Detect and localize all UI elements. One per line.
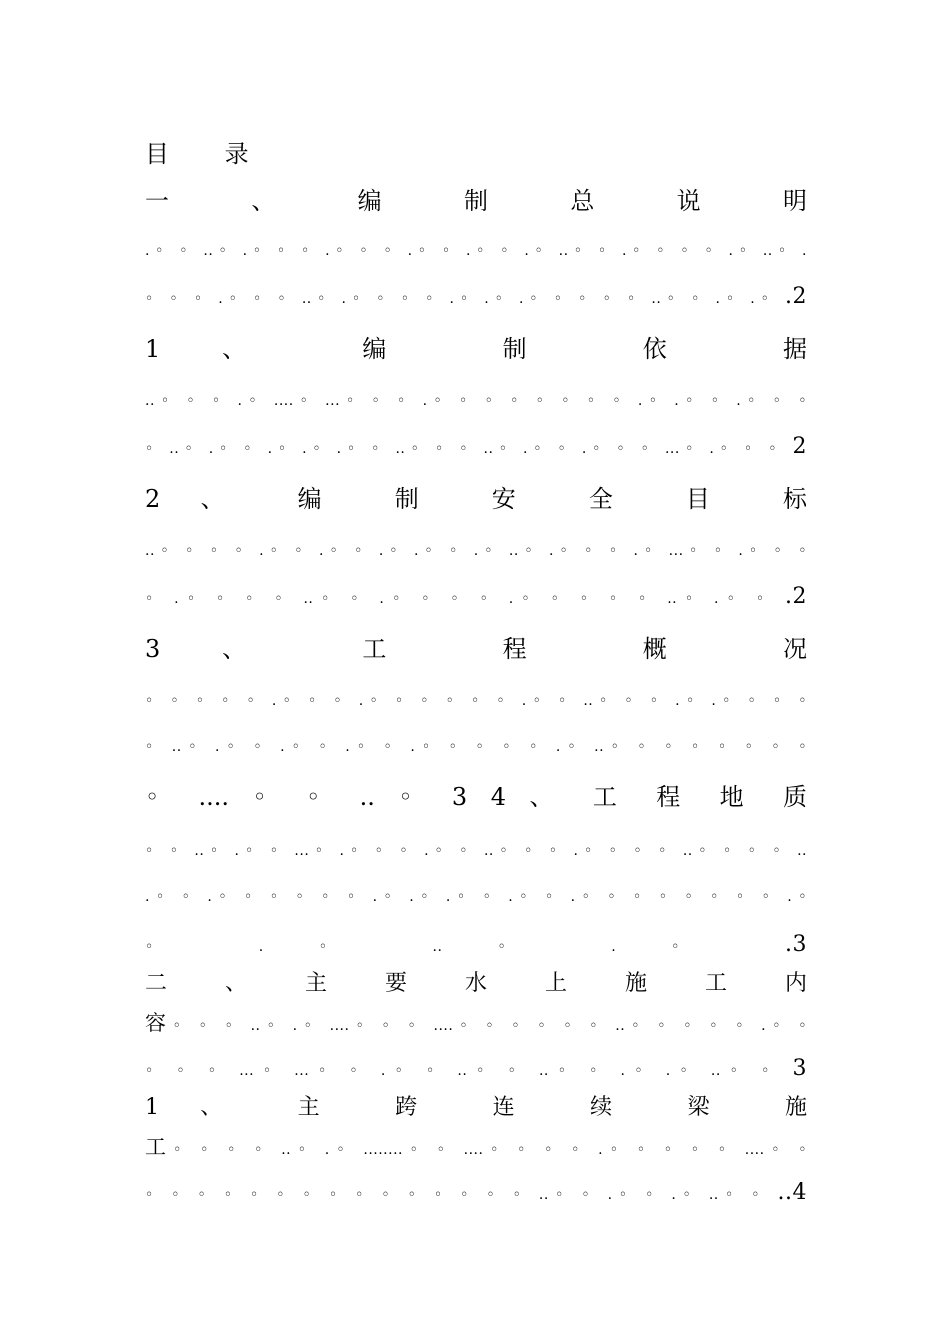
toc-line-text: 二 、 主 要 水 上 施 工 内 — [145, 971, 807, 996]
toc-line — [145, 736, 807, 758]
toc-line-text: ◦ .... ◦ ◦ .. ◦ 3 4 、 工 程 地 质 — [145, 783, 807, 811]
toc-line-text: .◦ ◦ .◦ ◦ ◦ ◦ ◦ ◦ .◦ .◦ .◦ ◦ .◦ ◦ .◦ ◦ ◦ ◦ ◦ ◦ ◦ ◦ .◦ — [145, 889, 807, 905]
toc-line — [145, 1094, 807, 1122]
toc-page-number: .2 — [785, 584, 808, 609]
toc-line — [145, 1182, 807, 1204]
toc-line-text: ◦ .◦ ◦ ◦ ◦ ..◦ ◦ .◦ ◦ ◦ ◦ .◦ ◦ ◦ ◦ ◦ ..◦ .◦ ◦ — [145, 591, 773, 607]
toc-page-number: ..4 — [777, 1180, 808, 1205]
toc-line — [145, 484, 807, 514]
toc-line-text: .◦ ◦ ..◦ .◦ ◦ ◦ .◦ ◦ ◦ .◦ ◦ .◦ ◦ .◦ ..◦ ◦ .◦ ◦ ◦ ◦ .◦ ..◦ . — [145, 243, 807, 259]
toc-line — [145, 1012, 807, 1034]
toc-line-text: ◦ ..◦ .◦ ◦ .◦ ◦ .◦ ◦ .◦ ◦ ◦ ◦ ◦ .◦ ..◦ ◦ ◦ ◦ ◦ ◦ ◦ ◦ — [145, 739, 807, 755]
toc-line — [145, 934, 807, 956]
toc-line-text: 容◦ ◦ ◦ ..◦ .◦ ....◦ ◦ ◦ ....◦ ◦ ◦ ◦ ◦ ◦ ..◦ ◦ ◦ ◦ ◦ .◦ ◦ — [145, 1011, 807, 1035]
toc-line — [145, 1058, 807, 1080]
toc-page-number: 3 — [792, 1056, 808, 1081]
toc-line-text: ◦ ..◦ .◦ ◦ .◦ .◦ .◦ ◦ ..◦ ◦ ◦ ..◦ .◦ ◦ .◦ ◦ ◦ ...◦ .◦ ◦ ◦ — [145, 441, 783, 457]
toc-line — [145, 586, 807, 608]
toc-line-text: ◦ ◦ ◦ .◦ ◦ ◦ ..◦ .◦ ◦ ◦ ◦ .◦ .◦ .◦ ◦ ◦ ◦ ◦ ..◦ ◦ .◦ .◦ — [145, 291, 775, 307]
toc-line — [145, 840, 807, 862]
toc-line — [145, 782, 807, 812]
toc-line-text: 工◦ ◦ ◦ ◦ ..◦ .◦ ........◦ ◦ ....◦ ◦ ◦ ◦ .◦ ◦ ◦ ◦ ◦ ....◦ ◦ — [145, 1135, 807, 1159]
toc-line — [145, 240, 807, 262]
toc-line — [145, 634, 807, 664]
toc-page-number: .3 — [785, 932, 807, 957]
toc-line — [145, 1136, 807, 1158]
toc-line-text: 3 、 工 程 概 况 — [145, 635, 807, 663]
toc-page-number: .2 — [785, 284, 808, 309]
toc-line-text: 一 、 编 制 总 说 明 — [145, 187, 807, 215]
toc-line — [145, 436, 807, 458]
toc-line — [145, 286, 807, 308]
toc-line-text: ..◦ ◦ ◦ ◦ .◦ ◦ .◦ ◦ .◦ .◦ ◦ .◦ ..◦ .◦ ◦ ◦ .◦ ...◦ ◦ .◦ ◦ ◦ — [145, 543, 807, 559]
toc-line — [145, 690, 807, 712]
toc-line-text: ..◦ ◦ ◦ .◦ ....◦ ...◦ ◦ ◦ .◦ ◦ ◦ ◦ ◦ ◦ ◦ ◦ .◦ .◦ ◦ .◦ ◦ ◦ — [145, 393, 807, 409]
toc-line-text: ◦ ◦ ◦ ◦ ◦ .◦ ◦ ◦ .◦ ◦ ◦ ◦ ◦ ◦ .◦ ◦ ..◦ ◦ ◦ .◦ .◦ ◦ ◦ ◦ — [145, 693, 807, 709]
toc-line — [145, 540, 807, 562]
toc-line-text: ◦ ◦ ..◦ .◦ ◦ ...◦ .◦ ◦ ◦ .◦ ◦ ..◦ ◦ ◦ .◦ ◦ ◦ ◦ ..◦ ◦ ◦ ◦ .. — [145, 843, 807, 859]
toc-line-text: 1 、 编 制 依 据 — [145, 335, 807, 363]
toc-line-text: ◦ . ◦ .. ◦ . ◦ — [145, 939, 730, 955]
toc-line-text: 2 、 编 制 安 全 目 标 — [145, 485, 807, 513]
toc-title: 目 录 — [145, 140, 273, 168]
toc-line — [145, 186, 807, 216]
toc-page-number: 2 — [792, 434, 808, 459]
toc-line — [145, 334, 807, 364]
toc-line — [145, 970, 807, 998]
toc-line-text: 1 、 主 跨 连 续 梁 施 — [145, 1095, 807, 1120]
toc-line — [145, 390, 807, 412]
toc-line — [145, 886, 807, 908]
toc-line-text: ◦ ◦ ◦ ...◦ ...◦ ◦ .◦ ◦ ..◦ ◦ ..◦ ◦ .◦ .◦ ..◦ ◦ — [145, 1063, 779, 1079]
toc-line-text: ◦ ◦ ◦ ◦ ◦ ◦ ◦ ◦ ◦ ◦ ◦ ◦ ◦ ◦ ◦ ..◦ ◦ .◦ ◦ .◦ ..◦ ◦ — [145, 1187, 767, 1203]
